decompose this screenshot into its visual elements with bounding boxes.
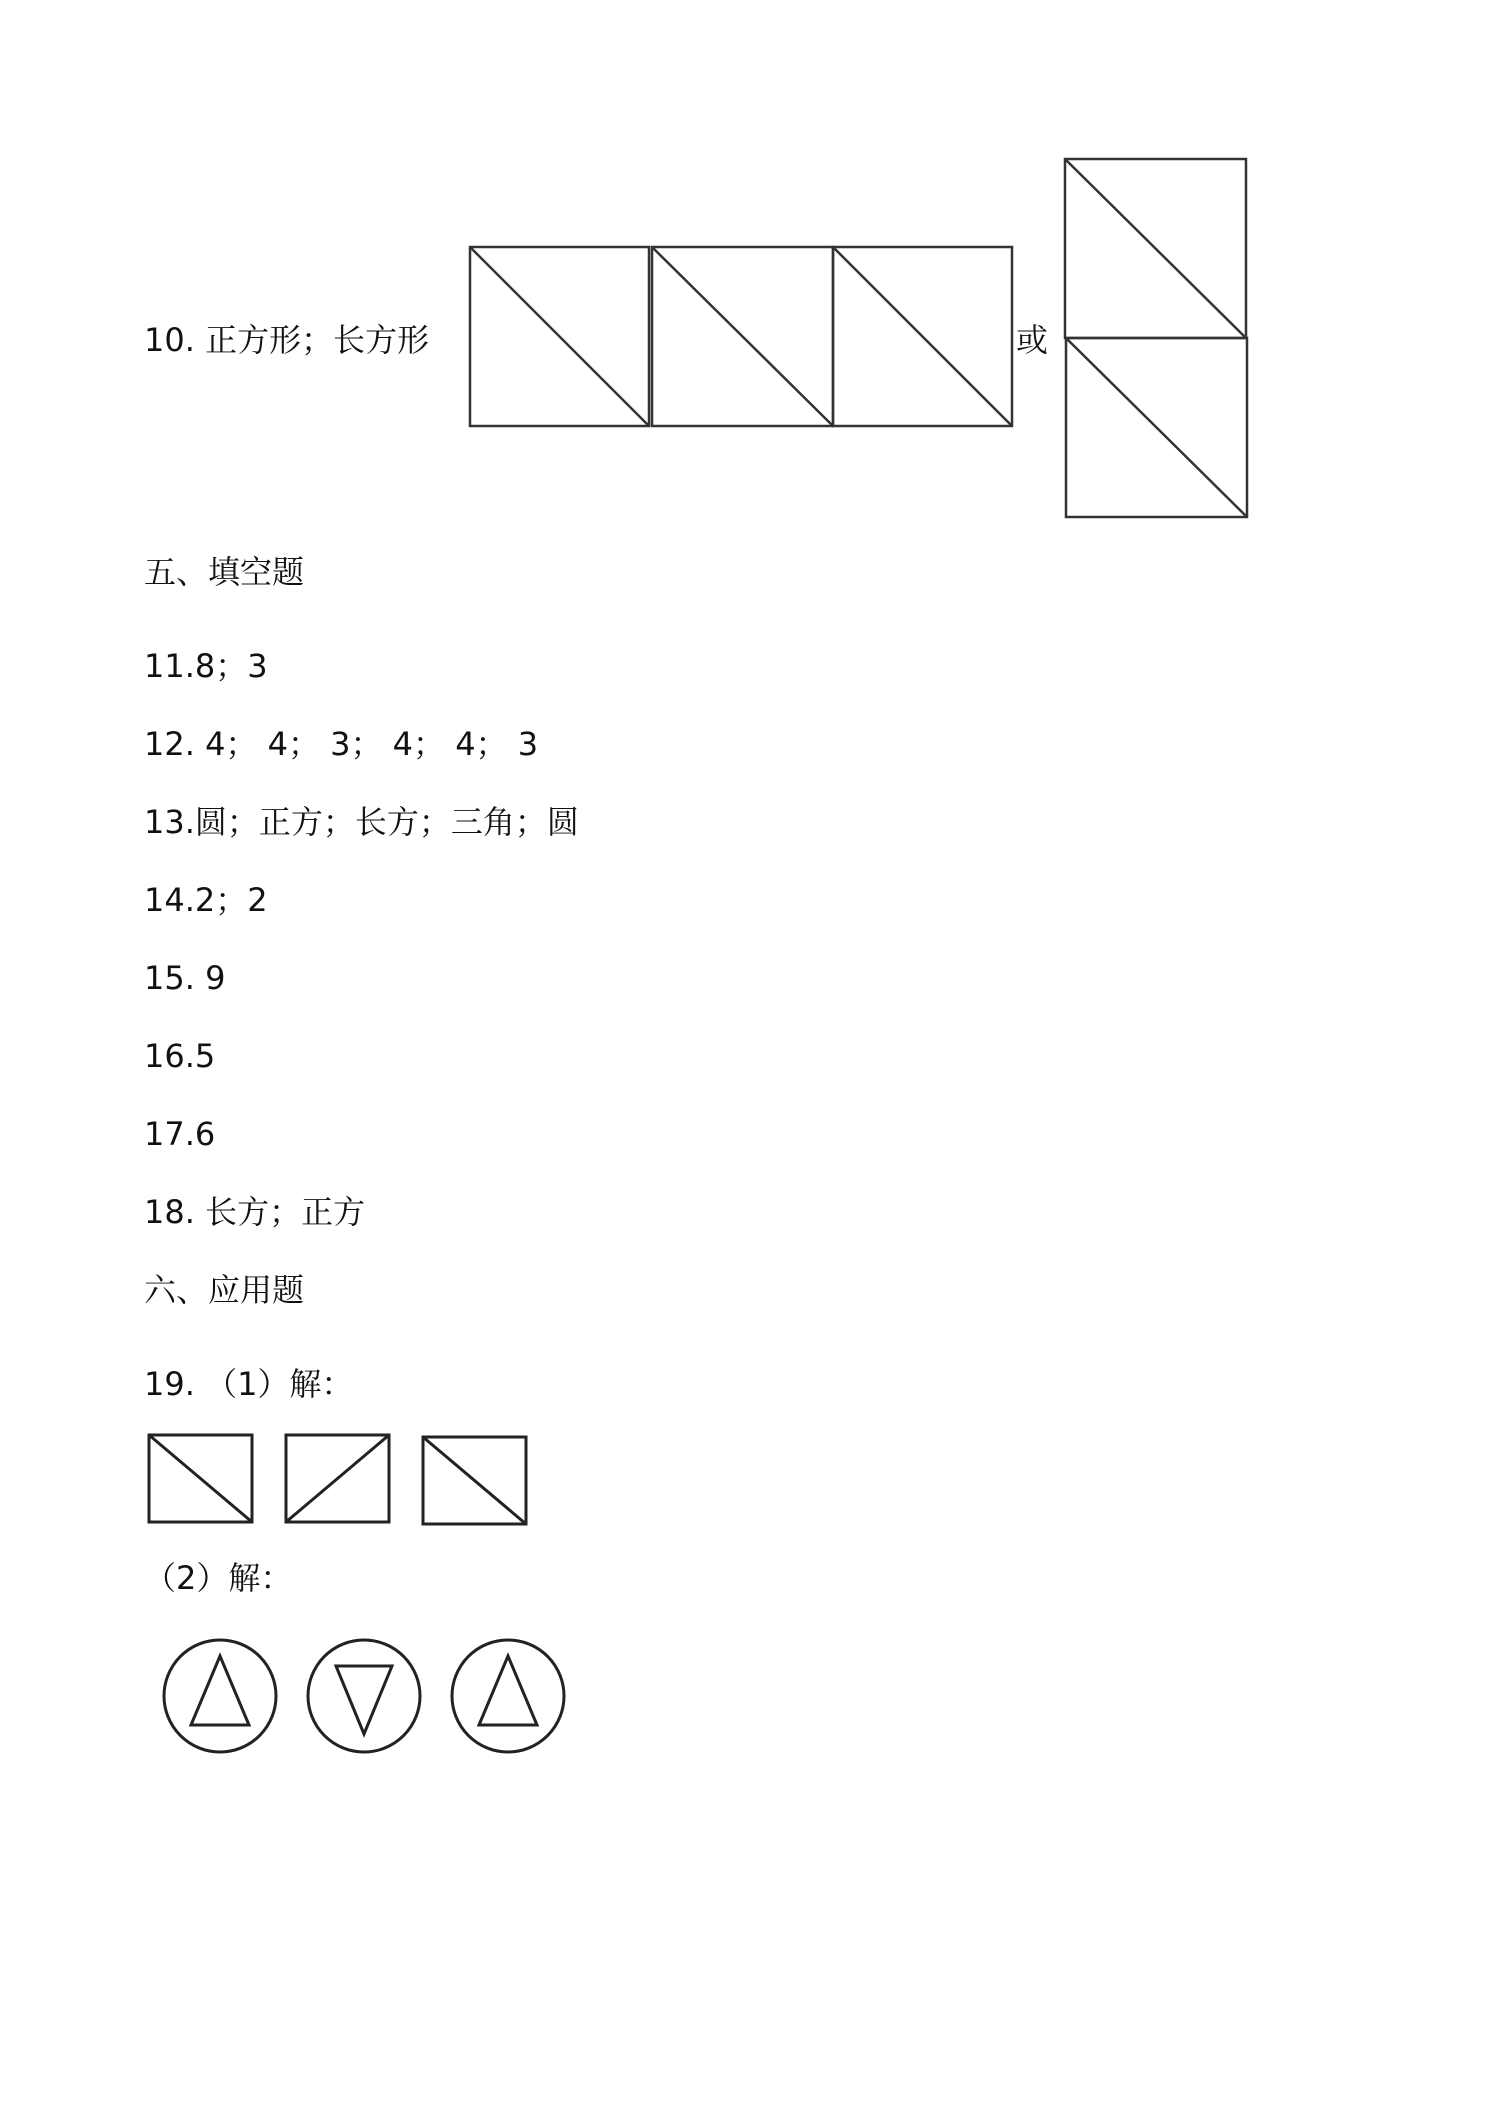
- answer-18: 18. 长方；正方: [144, 1193, 366, 1231]
- answer-12: 12. 4； 4； 3； 4； 4； 3: [144, 725, 539, 763]
- square-bottom-diagonal: [1066, 338, 1247, 517]
- q10-or-text: 或: [1016, 321, 1049, 359]
- square-2-diagonal: [652, 247, 833, 426]
- square-3-diagonal: [833, 247, 1012, 426]
- triangle-up-2: [479, 1656, 537, 1725]
- q10-answer-text: 10. 正方形；长方形: [144, 321, 430, 359]
- q19-part2-circles-figure: [158, 1636, 572, 1758]
- answer-17: 17.6: [144, 1115, 216, 1153]
- q10-horizontal-squares-figure: [468, 244, 1014, 430]
- answer-15: 15. 9: [144, 959, 226, 997]
- rectangle-1-diagonal: [149, 1435, 252, 1522]
- answer-16: 16.5: [144, 1037, 216, 1075]
- section-6-heading: 六、应用题: [144, 1271, 305, 1309]
- triangle-down: [336, 1666, 392, 1734]
- q10-vertical-squares-figure: [1062, 156, 1250, 520]
- answer-14: 14.2；2: [144, 881, 268, 919]
- q19-part1-rectangles-figure: [146, 1432, 530, 1528]
- square-top-diagonal: [1065, 159, 1246, 338]
- section-5-heading: 五、填空题: [144, 553, 305, 591]
- q19-part-2: （2）解：: [144, 1559, 293, 1597]
- triangle-up-1: [191, 1656, 249, 1725]
- answer-13: 13.圆；正方；长方；三角；圆: [144, 803, 579, 841]
- rectangle-3-diagonal: [423, 1437, 526, 1524]
- square-1-diagonal: [470, 247, 649, 426]
- rectangle-2-diagonal: [286, 1435, 389, 1522]
- answer-11: 11.8；3: [144, 647, 268, 685]
- q19-part-1: 19. （1）解：: [144, 1365, 354, 1403]
